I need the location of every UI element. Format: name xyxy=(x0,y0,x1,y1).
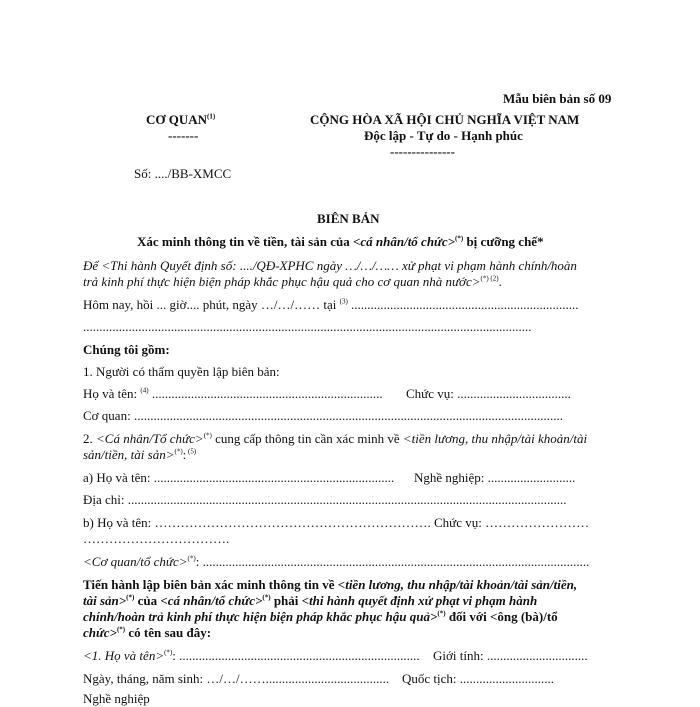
section-2-line-1: 2. <Cá nhân/Tổ chức>(*) cung cấp thông tin cần xác minh về <tiền lương, thu nhập/tài khoản/tài xyxy=(83,431,588,446)
person-b-line: b) Họ và tên: ………………………………………………………. Chức vụ: …………………… xyxy=(83,515,590,530)
document-title: BIÊN BẢN xyxy=(317,211,380,226)
agency-label: CƠ QUAN$^{(1)}$ xyxy=(146,112,216,127)
verification-paragraph-line-4: chức>(*) có tên sau đây: xyxy=(83,625,212,640)
national-motto: Độc lập - Tự do - Hạnh phúc xyxy=(364,128,523,143)
section-2-line-2: sản/tiền, tài sản>(*): $^{(5)}$ xyxy=(83,447,197,462)
legal-basis-line-2: trả kinh phí thực hiện biện pháp khắc phục hậu quả cho cơ quan nhà nước>$^{(*) (2)}$. xyxy=(83,274,502,289)
verification-paragraph-line-2: tài sản>(*) của <cá nhân/tổ chức>(*) phải <thi hành quyết định xử phạt vi phạm hành xyxy=(83,593,538,608)
subject-nationality-field: Quốc tịch: ............................. xyxy=(402,671,555,686)
country-name: CỘNG HÒA XÃ HỘI CHỦ NGHĨA VIỆT NAM xyxy=(310,112,580,127)
motto-divider: --------------- xyxy=(390,144,455,159)
legal-basis-line-1: Để <Thi hành Quyết định số: ..../QĐ-XPHC ngày …/…/…… xử phạt vi phạm hành chính/hoàn xyxy=(83,258,577,273)
person-b-continuation: ……………………………. xyxy=(83,531,230,546)
participants-heading: Chúng tôi gồm: xyxy=(83,342,170,357)
verification-paragraph-line-3: chính/hoàn trả kinh phí thực hiện biện pháp khắc phục hậu quả>(*) đối với <ông (bà)/tổ xyxy=(83,609,558,624)
section-1-title: 1. Người có thẩm quyền lập biên bản: xyxy=(83,364,280,379)
agency-divider: ------- xyxy=(168,128,199,143)
time-place-continuation: .......................................................................................................................................... xyxy=(83,319,532,334)
authority-agency-field: Cơ quan: .................................................................................................................................... xyxy=(83,408,563,423)
subject-dob-field: Ngày, tháng, năm sinh: …/…/……...................................... xyxy=(83,671,390,686)
document-subtitle: Xác minh thông tin về tiền, tài sản của <cá nhân/tổ chức>(*) bị cưỡng chế* xyxy=(137,234,544,249)
organization-field: <Cơ quan/tổ chức>(*): ....................................................................................................................... xyxy=(83,554,590,569)
person-a-name-field: a) Họ và tên: .......................................................................... xyxy=(83,470,395,485)
person-a-job-field: Nghề nghiệp: ........................... xyxy=(414,470,576,485)
authority-name-field: Họ và tên: $^{(4)}$ ....................................................................... xyxy=(83,386,383,401)
form-number: Mẫu biên bản số 09 xyxy=(503,91,612,106)
person-a-address-field: Địa chỉ: ....................................................................................................................................... xyxy=(83,492,567,507)
document-number: Số: ..../BB-XMCC xyxy=(134,166,232,181)
subject-occupation-field: Nghề nghiệp xyxy=(83,691,150,706)
subject-gender-field: Giới tính: ............................... xyxy=(433,648,588,663)
verification-paragraph-line-1: Tiến hành lập biên bản xác minh thông tin về <tiền lương, thu nhập/tài khoản/tài sản/tiền, xyxy=(83,577,578,592)
subject-name-field: <1. Họ và tên>(*): .......................................................................... xyxy=(83,648,420,663)
authority-position-field: Chức vụ: ................................... xyxy=(406,386,571,401)
time-place-line: Hôm nay, hồi ... giờ.... phút, ngày …/…/…… tại $^{(3)}$ ...................................................................... xyxy=(83,297,579,312)
